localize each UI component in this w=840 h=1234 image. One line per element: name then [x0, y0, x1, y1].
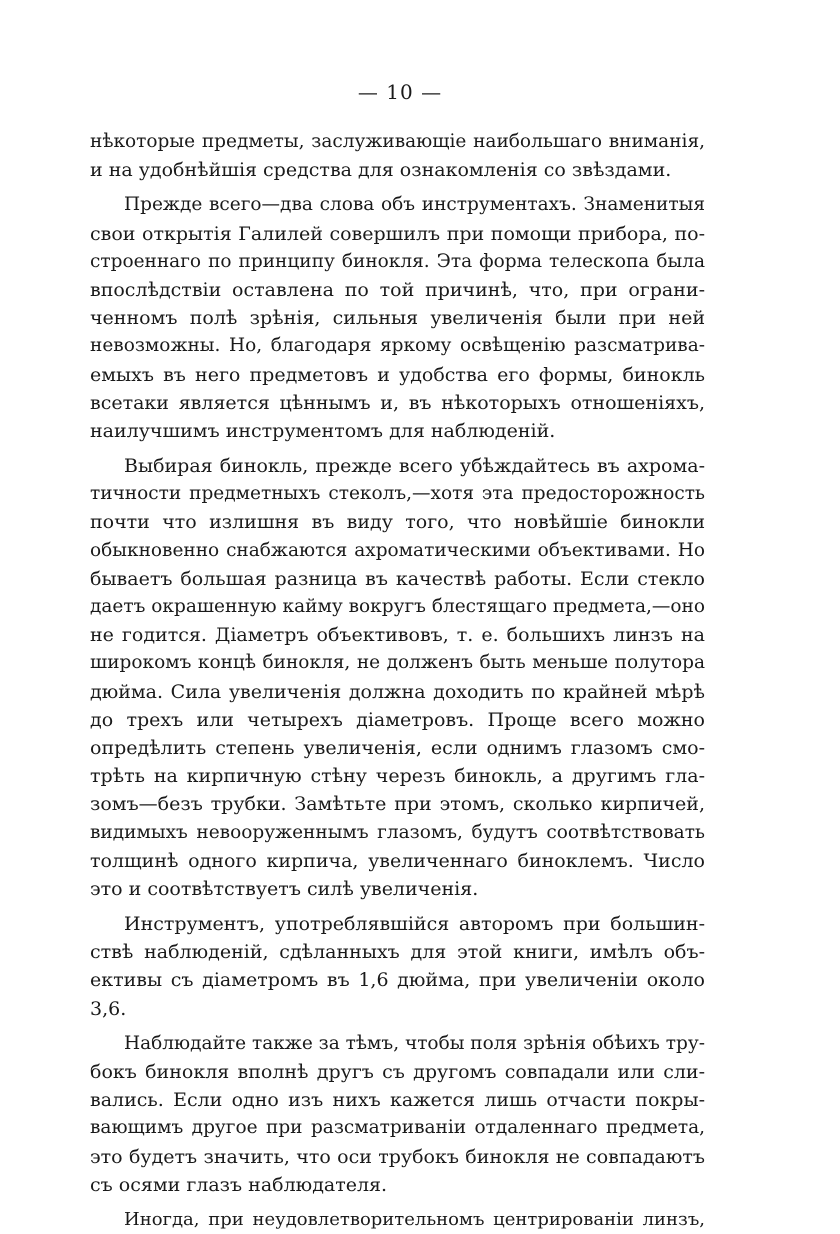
body-text	[90, 128, 705, 1234]
text-line: до трехъ или четырехъ діаметровъ. Проще всего можно	[90, 708, 705, 731]
text-line: опредѣлить степень увеличенія, если однимъ глазомъ смо-	[90, 736, 705, 759]
paragraph	[90, 191, 705, 445]
text-line: всетаки является цѣннымъ и, въ нѣкоторыхъ отношеніяхъ,	[90, 391, 705, 414]
paragraph	[90, 128, 705, 184]
text-line: зомъ—безъ трубки. Замѣтьте при этомъ, сколько кирпичей,	[90, 793, 705, 816]
page-number: — 10 —	[357, 80, 443, 104]
text-line: Прежде всего—два слова объ инструментахъ. Знаменитыя	[124, 194, 705, 216]
text-line: тичности предметныхъ стеколъ,—хотя эта предосторожность	[90, 483, 705, 505]
text-line: Инструментъ, употреблявшійся авторомъ при большин-	[124, 913, 705, 936]
paragraph	[90, 1206, 705, 1234]
text-line: нѣкоторые предметы, заслуживающіе наибольшаго вниманія,	[90, 131, 705, 152]
text-line: бокъ бинокля вполнѣ другъ съ другомъ совпадали или сли-	[90, 1061, 705, 1083]
text-line: не годится. Діаметръ объективовъ, т. е. большихъ линзъ на	[90, 624, 705, 647]
text-line: съ осями глазъ наблюдателя.	[90, 1173, 388, 1196]
text-line: ствѣ наблюденій, сдѣланныхъ для этой книги, имѣлъ объ-	[90, 941, 705, 964]
text-line: и на удобнѣйшія средства для ознакомленія со звѣздами.	[90, 159, 672, 182]
text-line: даетъ окрашенную кайму вокругъ блестящаго предмета,—оно	[90, 596, 705, 617]
text-line: это и соотвѣтствуетъ силѣ увеличенія.	[90, 877, 479, 900]
text-line: бываетъ большая разница въ качествѣ работы. Если стекло	[90, 567, 705, 590]
paragraph	[90, 452, 705, 903]
text-line: ективы съ діаметромъ въ 1,6 дюйма, при увеличеніи около	[90, 969, 705, 992]
paragraph	[90, 1030, 705, 1199]
text-line: ченномъ полѣ зрѣнія, сильныя увеличенія были при ней	[90, 307, 705, 330]
text-line: Иногда, при неудовлетворительномъ центрированіи линзъ,	[124, 1208, 705, 1230]
text-line: строеннаго по принципу бинокля. Эта форма телескопа была	[90, 250, 705, 272]
text-line: почти что излишня въ виду того, что новѣйшіе бинокли	[90, 511, 705, 534]
text-line: толщинѣ одного кирпича, увеличеннаго биноклемъ. Число	[90, 849, 705, 872]
text-line: вались. Если одно изъ нихъ кажется лишь отчасти покры-	[90, 1089, 705, 1112]
text-line: наилучшимъ инструментомъ для наблюденій.	[90, 419, 556, 442]
paragraph	[90, 910, 705, 1023]
text-line: свои открытія Галилей совершилъ при помощи прибора, по-	[90, 222, 705, 245]
text-line: невозможны. Но, благодаря яркому освѣщенію разсматрива-	[90, 335, 705, 357]
text-line: Выбирая бинокль, прежде всего убѣждайтесь въ ахрома-	[124, 455, 705, 478]
text-line: Наблюдайте также за тѣмъ, чтобы поля зрѣнія обѣихъ тру-	[124, 1032, 706, 1054]
text-line: 3,6.	[90, 997, 127, 1020]
text-line: обыкновенно снабжаются ахроматическими объективами. Но	[90, 539, 705, 561]
text-line: вающимъ другое при разсматриваніи отдаленнаго предмета,	[90, 1117, 705, 1139]
text-line: дюйма. Сила увеличенія должна доходить по крайней мѣрѣ	[90, 680, 705, 703]
text-line: впослѣдствіи оставлена по той причинѣ, что, при ограни-	[90, 278, 705, 301]
text-line: широкомъ концѣ бинокля, не долженъ быть меньше полутора	[90, 652, 705, 674]
text-line: трѣть на кирпичную стѣну черезъ бинокль, а другимъ гла-	[90, 765, 705, 788]
text-line: видимыхъ невооруженнымъ глазомъ, будутъ соотвѣтствовать	[90, 821, 705, 843]
text-line: это будетъ значить, что оси трубокъ бинокля не совпадаютъ	[90, 1145, 705, 1168]
text-line: емыхъ въ него предметовъ и удобства его формы, бинокль	[90, 363, 705, 386]
